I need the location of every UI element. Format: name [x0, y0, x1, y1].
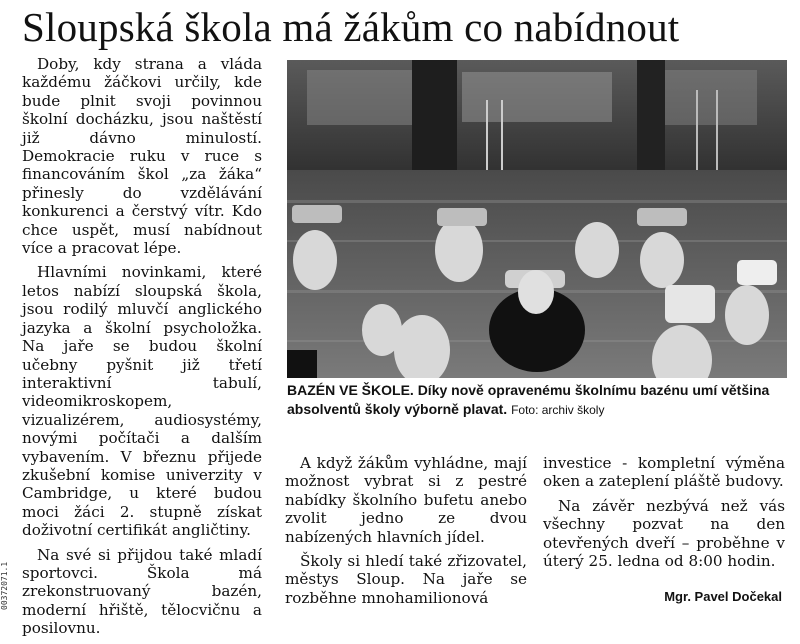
pool-photo-image [287, 60, 787, 378]
article-headline: Sloupská škola má žákům co nabídnout [22, 4, 680, 50]
archive-side-mark: 00372071.1 [0, 561, 9, 610]
photo-caption [287, 381, 787, 420]
article-author: Mgr. Pavel Dočekal [664, 589, 782, 604]
paragraph: A když žákům vyhládne, mají možnost vybrat si z pestré nabídky školního bufetu anebo zvolit jedno ze dvou nabízených hlavních jídel. [285, 454, 527, 546]
paragraph: Na své si přijdou také mladí sportovci. Škola má zrekonstruovaný bazén, moderní hřiště, tělocvičnu a posilovnu. [22, 545, 262, 638]
article-column-2 [285, 454, 527, 613]
paragraph: Doby, kdy strana a vláda každému žáčkovi určily, kde bude plnit svoji povinnou školní docházku, jsou naštěstí již dávno minulostí. Demokracie ruku v ruce s financováním škol „za žáka“ přinesly do vzdělávání konkurenci a čerstvý vítr. Kdo chce uspět, musí nabídnout více a pracovat lépe. [22, 55, 262, 258]
caption-credit: Foto: archiv školy [511, 403, 605, 417]
paragraph: Hlavními novinkami, které letos nabízí sloupská škola, jsou rodilý mluvčí anglického jazyka a školní psycholožka. Na jaře se budou školní učebny pyšnit již třetí interaktivní tabulí, videomikroskopem, vizualizérem, audiosystémy, novými počítači a dalším vybavením. V březnu přijede zkušební komise univerzity v Cambridge, u které budou moci žáci 2. stupně získat doživotní certifikát angličtiny. [22, 263, 262, 540]
caption-title: BAZÉN VE ŠKOLE. [287, 382, 414, 398]
pool-photo [287, 60, 787, 378]
paragraph: Školy si hledí také zřizovatel, městys Sloup. Na jaře se rozběhne mnohamilionová [285, 552, 527, 607]
article-column-3 [543, 454, 785, 576]
caption-body: Díky nově opravenému školnímu bazénu umí většina absolventů školy výborně plavat. [287, 382, 770, 417]
article-column-1 [22, 55, 262, 644]
paragraph: investice - kompletní výměna oken a zateplení pláště budovy. [543, 454, 785, 491]
paragraph: Na závěr nezbývá než vás všechny pozvat na den otevřených dveří – proběhne v úterý 25. ledna od 8:00 hodin. [543, 496, 785, 571]
